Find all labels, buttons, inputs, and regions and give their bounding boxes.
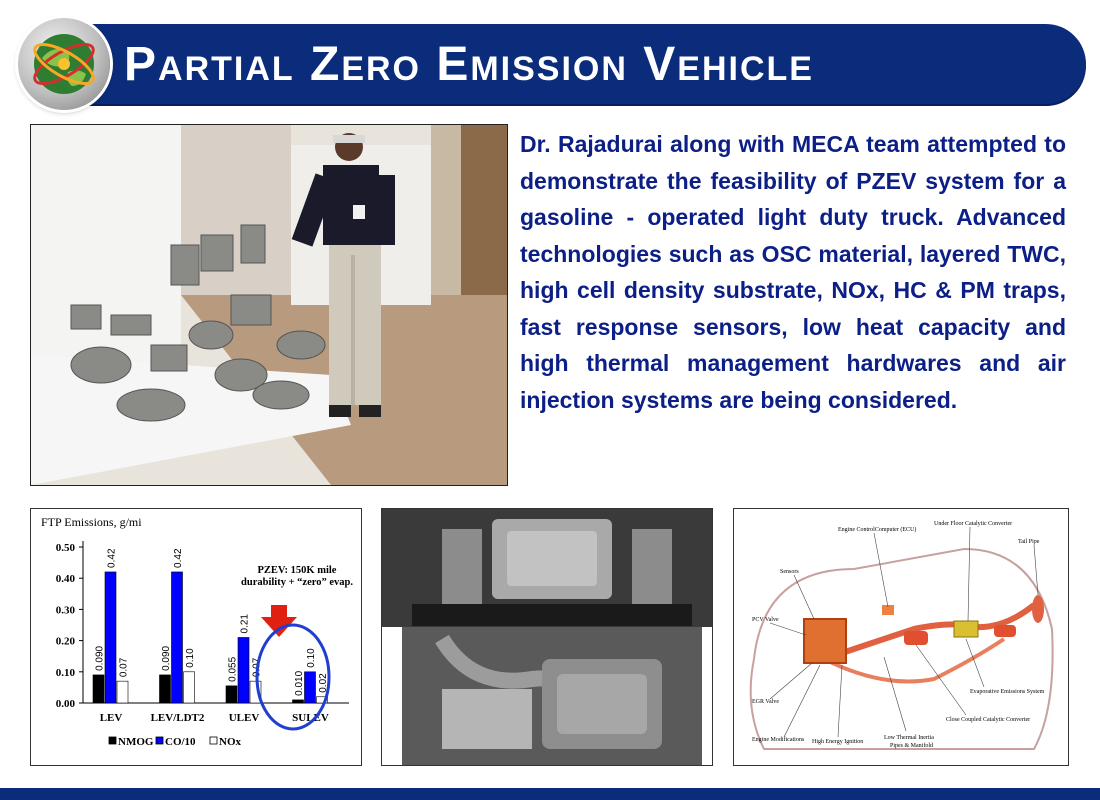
emissions-bar-chart xyxy=(31,509,361,765)
bar-nox-levldt2 xyxy=(184,672,195,703)
footer-bar xyxy=(0,788,1100,800)
y-tick-label: 0.30 xyxy=(55,604,75,617)
category-label: LEV xyxy=(99,712,123,724)
label-ecu: Engine ControlComputer (ECU) xyxy=(838,527,917,533)
slide-title: Partial Zero Emission Vehicle xyxy=(124,38,814,91)
bar-value-label: 0.21 xyxy=(239,614,251,634)
team-photo xyxy=(30,124,508,486)
bar-value-label: 0.055 xyxy=(227,656,239,682)
legend-label: NOx xyxy=(219,736,241,748)
bar-value-label: 0.090 xyxy=(161,645,172,671)
pzev-annotation-line2: durability + “zero” evap. xyxy=(241,577,353,588)
chart-title: FTP Emissions, g/mi xyxy=(41,515,142,529)
label-sensors: Sensors xyxy=(780,569,799,575)
globe-logo-icon xyxy=(18,18,110,110)
bar-nox-lev xyxy=(117,681,128,703)
engine-underbody-photo xyxy=(381,508,713,766)
y-tick-label: 0.50 xyxy=(55,542,75,554)
bar-co10-levldt2 xyxy=(172,572,183,703)
label-underfloor: Under Floor Catalytic Converter xyxy=(934,521,1013,527)
category-label: ULEV xyxy=(228,712,260,724)
y-tick-label: 0.10 xyxy=(55,666,75,679)
bar-co10-ulev xyxy=(238,637,249,703)
category-label: LEV/LDT2 xyxy=(150,712,205,724)
pzev-annotation-line1: PZEV: 150K mile xyxy=(257,565,337,576)
bar-co10-sulev xyxy=(305,672,316,703)
bar-nmog-ulev xyxy=(226,686,237,703)
engine-block-icon xyxy=(804,619,846,663)
bar-value-label: 0.07 xyxy=(118,657,130,678)
label-pipes: Low Thermal Inertia Pipes & Manifold xyxy=(884,735,934,749)
bar-nmog-lev xyxy=(93,675,104,703)
bar-value-label: 0.10 xyxy=(185,648,196,668)
bar-value-label: 0.10 xyxy=(306,648,317,668)
red-arrow-icon xyxy=(261,605,297,637)
bar-value-label: 0.42 xyxy=(106,548,118,568)
bar-value-label: 0.02 xyxy=(318,673,329,693)
bar-value-label: 0.090 xyxy=(94,645,106,671)
label-pcv: PCV Valve xyxy=(752,617,779,623)
bar-value-label: 0.42 xyxy=(173,548,184,568)
label-tailpipe: Tail Pipe xyxy=(1018,539,1040,545)
bar-co10-lev xyxy=(105,572,116,703)
label-close-coupled: Close Coupled Catalytic Converter xyxy=(946,717,1031,723)
legend-swatch xyxy=(156,737,163,744)
legend-label: CO/10 xyxy=(165,736,196,748)
label-evap: Evaporative Emissions System xyxy=(970,689,1045,695)
bar-value-label: 0.010 xyxy=(294,670,305,696)
bar-value-label: 0.07 xyxy=(251,657,263,678)
y-tick-label: 0.00 xyxy=(55,698,75,710)
y-tick-label: 0.40 xyxy=(55,573,75,586)
y-tick-label: 0.20 xyxy=(55,635,75,648)
legend-label: NMOG xyxy=(118,736,154,748)
emissions-chart-panel xyxy=(30,508,362,766)
legend-swatch xyxy=(210,737,217,744)
label-engine-mod: Engine Modifications xyxy=(752,737,805,743)
description-paragraph: Dr. Rajadurai along with MECA team attempted to demonstrate the feasibility of PZEV system for a gasoline - operated light duty truck. Advanced technologies such as OSC material, layered TWC, high cell density substrate, NOx, HC & PM traps, fast response sensors, low heat capacity and high thermal management hardwares and air injection systems are being considered. xyxy=(520,131,1066,413)
bar-nmog-sulev xyxy=(293,700,304,703)
category-label: SULEV xyxy=(292,712,329,724)
vehicle-emissions-diagram xyxy=(733,508,1069,766)
label-egr: EGR Valve xyxy=(752,699,780,705)
label-ignition: High Energy Ignition xyxy=(812,739,864,745)
bar-nmog-levldt2 xyxy=(160,675,171,703)
legend-swatch xyxy=(109,737,116,744)
